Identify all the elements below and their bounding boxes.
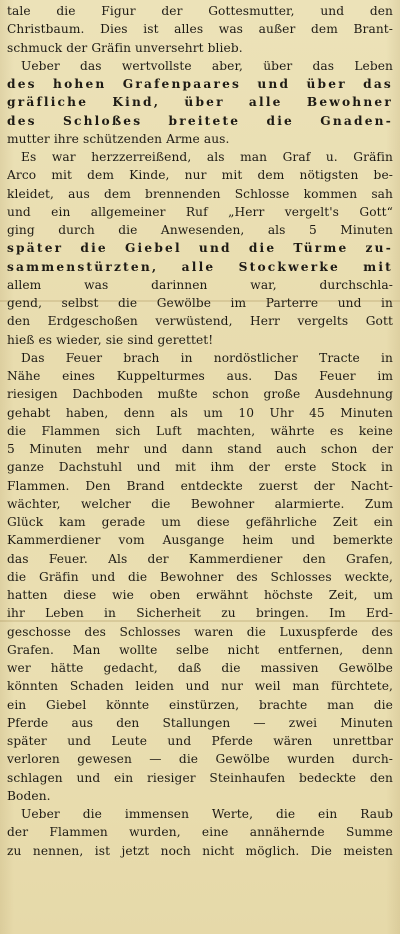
text-line: 5 Minuten mehr und dann stand auch schon der bbox=[7, 442, 393, 456]
text-line: ganze Dachstuhl und mit ihm der erste Stock in bbox=[7, 460, 393, 475]
text-line: ihr Leben in Sicherheit zu bringen. Im Erd- bbox=[7, 606, 393, 621]
text-line: die Gräfin und die Bewohner des Schlosses weckte, bbox=[7, 569, 393, 584]
text-line: ein Giebel könnte einstürzen, brachte man die bbox=[7, 697, 393, 712]
paragraph-5 bbox=[7, 805, 393, 860]
paragraph-3 bbox=[7, 148, 393, 349]
text-line: zu nennen, ist jetzt noch nicht möglich. Die meisten bbox=[7, 843, 393, 858]
paragraph-1 bbox=[7, 2, 393, 57]
text-line: wächter, welcher die Bewohner alarmierte. Zum bbox=[7, 496, 393, 511]
text-line: gend, selbst die Gewölbe im Parterre und in bbox=[7, 296, 393, 310]
text-line: allem was darinnen war, durchschla- bbox=[7, 277, 393, 292]
text-line: kleidet, aus dem brennenden Schlosse kommen sah bbox=[7, 186, 393, 201]
text-line: Glück kam gerade um diese gefährliche Zeit ein bbox=[7, 515, 393, 529]
text-line: Boden. bbox=[7, 788, 51, 803]
text-line: hatten diese wie oben erwähnt höchste Zeit, um bbox=[7, 588, 393, 602]
text-line: geschosse des Schlosses waren die Luxuspferde des bbox=[7, 624, 393, 639]
text-line: könnten Schaden leiden und nur weil man fürchtete, bbox=[7, 679, 393, 694]
text-line: gräfliche Kind, über alle Bewohner bbox=[7, 95, 393, 110]
text-line: die Flammen sich Luft machten, währte es keine bbox=[7, 423, 393, 438]
text-line: das Feuer. Als der Kammerdiener den Grafen, bbox=[7, 551, 393, 566]
text-line: Flammen. Den Brand entdeckte zuerst der Nacht- bbox=[7, 478, 393, 493]
text-line: mutter ihre schützenden Arme aus. bbox=[7, 131, 230, 146]
text-line: verloren gewesen — die Gewölbe wurden durch- bbox=[7, 752, 393, 767]
text-line: Das Feuer brach in nordöstlicher Tracte in bbox=[21, 350, 393, 365]
text-line: des hohen Grafenpaares und über das bbox=[7, 77, 393, 91]
text-line: tale die Figur der Gottesmutter, und den bbox=[7, 4, 393, 18]
text-line: Ueber das wertvollste aber, über das Leben bbox=[21, 58, 393, 73]
text-line: und ein allgemeiner Ruf „Herr vergelt's Gott“ bbox=[7, 204, 393, 219]
text-line: Nähe eines Kuppelturmes aus. Das Feuer im bbox=[7, 369, 393, 383]
text-line: Ueber die immensen Werte, die ein Raub bbox=[21, 807, 393, 821]
text-line: der Flammen wurden, eine annähernde Summe bbox=[7, 825, 393, 840]
text-line: später und Leute und Pferde wären unrettbar bbox=[7, 734, 393, 748]
text-line: Arco mit dem Kinde, nur mit dem nötigsten be- bbox=[7, 168, 393, 183]
text-line: wer hätte gedacht, daß die massiven Gewölbe bbox=[7, 661, 393, 675]
text-line: Kammerdiener vom Ausgange heim und bemerkte bbox=[7, 533, 393, 548]
text-line: Pferde aus den Stallungen — zwei Minuten bbox=[7, 715, 393, 730]
text-line: Grafen. Man wollte selbe nicht entfernen, denn bbox=[7, 642, 393, 657]
paragraph-4 bbox=[7, 349, 393, 805]
text-line: den Erdgeschoßen verwüstend, Herr vergelts Gott bbox=[7, 314, 393, 329]
text-line: schmuck der Gräfin unversehrt blieb. bbox=[7, 40, 243, 55]
text-line: Christbaum. Dies ist alles was außer dem Brant- bbox=[7, 22, 393, 37]
article-column bbox=[7, 2, 393, 860]
text-line: Es war herzzerreißend, als man Graf u. Gräfin bbox=[21, 150, 393, 164]
text-line: ging durch die Anwesenden, als 5 Minuten bbox=[7, 223, 393, 237]
paragraph-2 bbox=[7, 57, 393, 148]
text-line: sammenstürzten, alle Stockwerke mit bbox=[7, 259, 393, 274]
text-line: gehabt haben, denn als um 10 Uhr 45 Minuten bbox=[7, 405, 393, 420]
text-line: riesigen Dachboden mußte schon große Ausdehnung bbox=[7, 387, 393, 402]
text-line: hieß es wieder, sie sind gerettet! bbox=[7, 332, 214, 347]
text-line: schlagen und ein riesiger Steinhaufen bedeckte den bbox=[7, 770, 393, 785]
text-line: des Schloßes breitete die Gnaden- bbox=[7, 113, 393, 128]
text-line: später die Giebel und die Türme zu- bbox=[7, 241, 393, 256]
